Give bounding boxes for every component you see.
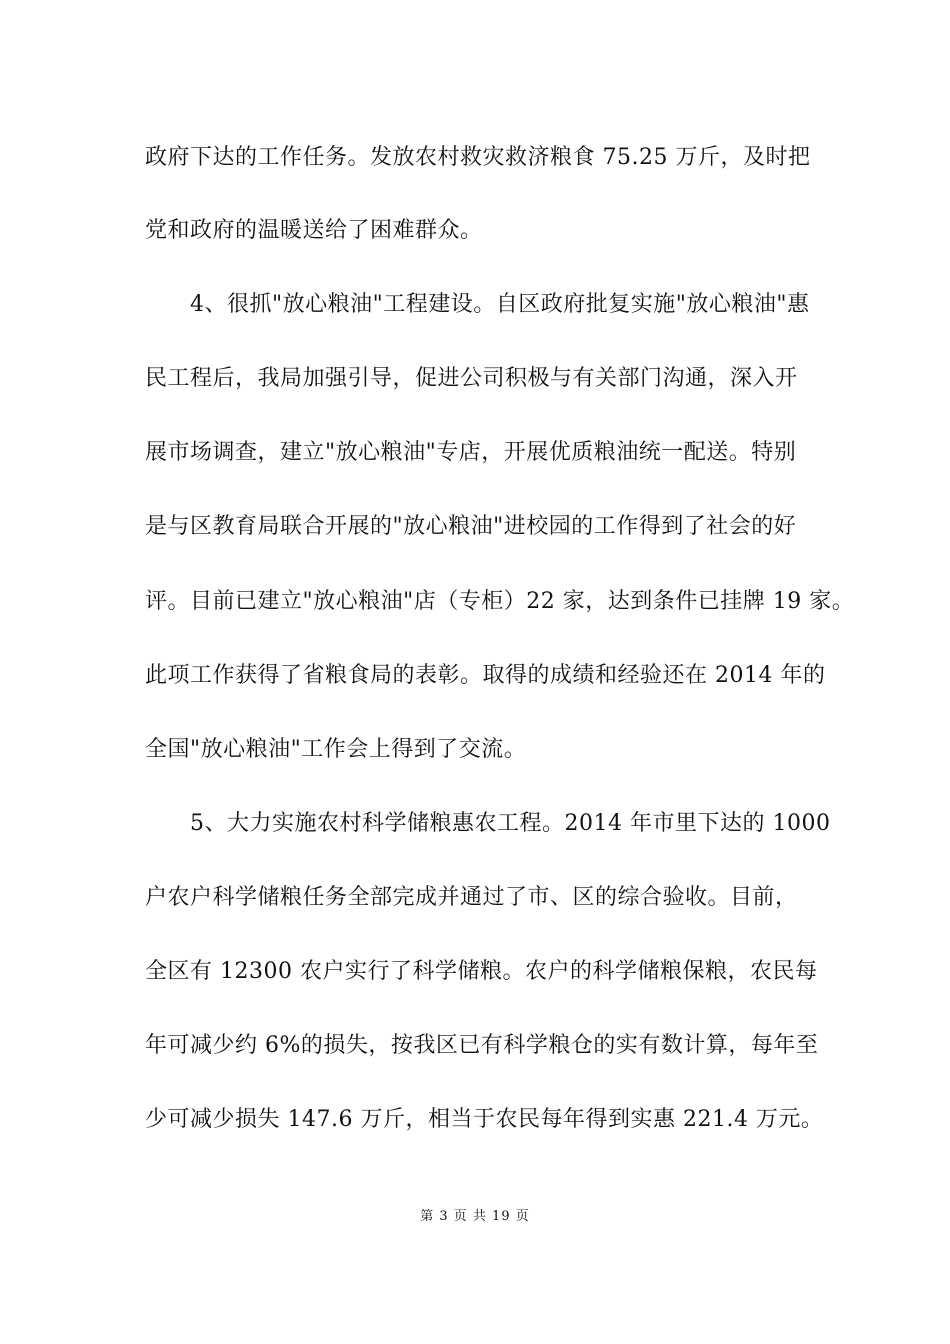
text-line: 年可减少约 6%的损失，按我区已有科学粮仓的实有数计算，每年至 [145, 1033, 819, 1058]
text-line: 此项工作获得了省粮食局的表彰。取得的成绩和经验还在 2014 年的 [145, 663, 826, 688]
text-line: 是与区教育局联合开展的"放心粮油"进校园的工作得到了社会的好 [145, 514, 797, 539]
page-footer: 第 3 页 共 19 页 [420, 1209, 530, 1224]
text-line: 4、很抓"放心粮油"工程建设。自区政府批复实施"放心粮油"惠 [190, 292, 810, 317]
text-line: 全国"放心粮油"工作会上得到了交流。 [145, 737, 527, 762]
text-line: 全区有 12300 农户实行了科学储粮。农户的科学储粮保粮，农民每 [145, 959, 818, 984]
text-line: 5、大力实施农村科学储粮惠农工程。2014 年市里下达的 1000 [190, 811, 831, 836]
text-line: 政府下达的工作任务。发放农村救灾救济粮食 75.25 万斤，及时把 [145, 145, 811, 170]
text-line: 民工程后，我局加强引导，促进公司积极与有关部门沟通，深入开 [145, 366, 798, 391]
text-line: 户农户科学储粮任务全部完成并通过了市、区的综合验收。目前， [145, 885, 798, 910]
text-line: 少可减少损失 147.6 万斤，相当于农民每年得到实惠 221.4 万元。 [145, 1107, 824, 1132]
text-line: 展市场调查，建立"放心粮油"专店，开展优质粮油统一配送。特别 [145, 440, 797, 465]
text-line: 评。目前已建立"放心粮油"店（专柜）22 家，达到条件已挂牌 19 家。 [145, 589, 855, 614]
text-line: 党和政府的温暖送给了困难群众。 [145, 218, 483, 243]
